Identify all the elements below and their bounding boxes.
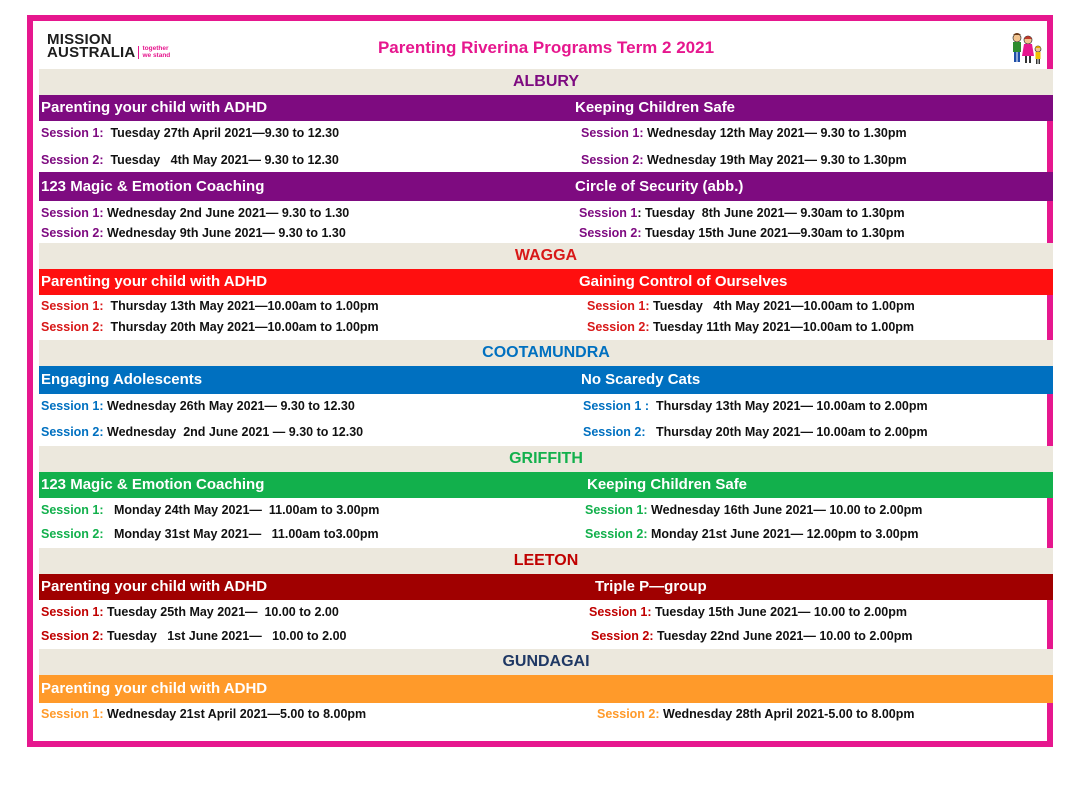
session-row (39, 201, 1053, 223)
page-frame (27, 15, 1053, 747)
session-row (39, 600, 1053, 624)
session-row (39, 223, 1053, 243)
region-griffith: GRIFFITH (39, 446, 1053, 472)
session-row (39, 316, 1053, 340)
session-label: Session 2: (591, 629, 654, 643)
region-wagga: WAGGA (39, 243, 1053, 269)
session-label: Session 1: (41, 605, 104, 619)
session-details: Monday 31st May 2021— 11.00am to3.00pm (103, 527, 379, 541)
session-details: : Tuesday 8th June 2021— 9.30am to 1.30pm (637, 206, 905, 220)
session-label: Session 1: (589, 605, 652, 619)
session-row (39, 522, 1053, 548)
region-gundagai: GUNDAGAI (39, 649, 1053, 675)
session-row (39, 420, 1053, 446)
session-label: Session 2: (585, 527, 648, 541)
session-details: Wednesday 9th June 2021— 9.30 to 1.30 (103, 226, 346, 240)
session-details: Tuesday 27th April 2021—9.30 to 12.30 (103, 126, 340, 140)
session-label: Session 2: (41, 527, 104, 541)
program-title: Parenting your child with ADHD (41, 273, 268, 290)
logo-line-2: AUSTRALIA (47, 44, 136, 61)
session-label: Session 2: (579, 226, 642, 240)
page-header (39, 27, 1053, 69)
program-bar-albury-2 (39, 172, 1053, 201)
program-title: Keeping Children Safe (587, 476, 748, 493)
program-bar-leeton (39, 574, 1053, 600)
logo-line-1: MISSION (47, 31, 112, 48)
session-label: Session 1 : (583, 399, 649, 413)
program-bar-cootamundra (39, 366, 1053, 394)
session-details: Wednesday 2nd June 2021— 9.30 to 1.30 (103, 206, 350, 220)
session-details: Tuesday 15th June 2021—9.30am to 1.30pm (641, 226, 905, 240)
session-label: Session 1: (41, 399, 104, 413)
session-details: Wednesday 26th May 2021— 9.30 to 12.30 (103, 399, 355, 413)
session-details: Thursday 20th May 2021— 10.00am to 2.00pm (645, 425, 928, 439)
program-bar-gundagai (39, 675, 1053, 703)
program-title: Engaging Adolescents (41, 371, 203, 388)
session-label: Session 2: (41, 425, 104, 439)
session-row (39, 703, 1053, 727)
session-details: Thursday 13th May 2021—10.00am to 1.00pm (103, 299, 379, 313)
logo-tagline: together we stand (138, 46, 170, 59)
region-cootamundra: COOTAMUNDRA (39, 340, 1053, 366)
session-details: Wednesday 19th May 2021— 9.30 to 1.30pm (643, 153, 907, 167)
program-title: Triple P—group (595, 578, 707, 595)
program-title: Parenting your child with ADHD (41, 680, 268, 697)
session-label: Session 2: (587, 320, 650, 334)
session-details: Wednesday 28th April 2021-5.00 to 8.00pm (659, 707, 915, 721)
program-bar-albury-1 (39, 95, 1053, 121)
session-row (39, 394, 1053, 420)
session-details: Tuesday 25th May 2021— 10.00 to 2.00 (103, 605, 339, 619)
session-details: Tuesday 4th May 2021—10.00am to 1.00pm (649, 299, 915, 313)
session-details: Wednesday 16th June 2021— 10.00 to 2.00pm (647, 503, 923, 517)
session-row (39, 498, 1053, 522)
session-label: Session 1: (41, 126, 104, 140)
session-details: Wednesday 21st April 2021—5.00 to 8.00pm (103, 707, 367, 721)
program-title: Gaining Control of Ourselves (579, 273, 788, 290)
session-details: Tuesday 15th June 2021— 10.00 to 2.00pm (651, 605, 907, 619)
session-label: Session 2: (41, 629, 104, 643)
program-bar-wagga (39, 269, 1053, 295)
session-label: Session 1: (41, 707, 104, 721)
session-details: Monday 24th May 2021— 11.00am to 3.00pm (103, 503, 380, 517)
session-details: Wednesday 12th May 2021— 9.30 to 1.30pm (643, 126, 907, 140)
program-title: No Scaredy Cats (581, 371, 701, 388)
session-details: Thursday 20th May 2021—10.00am to 1.00pm (103, 320, 379, 334)
session-label: Session 2: (597, 707, 660, 721)
program-title: Parenting your child with ADHD (41, 578, 268, 595)
session-details: Monday 21st June 2021— 12.00pm to 3.00pm (647, 527, 919, 541)
session-details: Tuesday 22nd June 2021— 10.00 to 2.00pm (653, 629, 913, 643)
session-label: Session 1: (581, 126, 644, 140)
program-title: 123 Magic & Emotion Coaching (41, 476, 265, 493)
session-row (39, 295, 1053, 316)
page-content (39, 27, 1053, 727)
session-label: Session 1: (41, 206, 104, 220)
region-albury: ALBURY (39, 69, 1053, 95)
session-details: Tuesday 11th May 2021—10.00am to 1.00pm (649, 320, 915, 334)
session-label: Session 2: (41, 226, 104, 240)
session-label: Session 1: (41, 299, 104, 313)
program-title: Parenting your child with ADHD (41, 99, 268, 116)
program-title: 123 Magic & Emotion Coaching (41, 178, 265, 195)
program-bar-griffith (39, 472, 1053, 498)
session-details: Wednesday 2nd June 2021 — 9.30 to 12.30 (103, 425, 364, 439)
program-title: Keeping Children Safe (575, 99, 736, 116)
session-label: Session 1: (585, 503, 648, 517)
session-row (39, 147, 1053, 172)
session-label: Session 2: (41, 320, 104, 334)
session-label: Session 2: (41, 153, 104, 167)
region-leeton: LEETON (39, 548, 1053, 574)
program-title: Circle of Security (abb.) (575, 178, 744, 195)
session-label: Session 2: (583, 425, 646, 439)
session-details: Tuesday 1st June 2021— 10.00 to 2.00 (103, 629, 347, 643)
session-details: Thursday 13th May 2021— 10.00am to 2.00pm (649, 399, 928, 413)
session-row (39, 624, 1053, 649)
page-title: Parenting Riverina Programs Term 2 2021 (377, 38, 715, 57)
session-label: Session 1: (587, 299, 650, 313)
session-label: Session 1 (579, 206, 638, 220)
session-row (39, 121, 1053, 147)
children-illustration-icon (1009, 31, 1043, 67)
session-details: Tuesday 4th May 2021— 9.30 to 12.30 (103, 153, 339, 167)
session-label: Session 2: (581, 153, 644, 167)
session-label: Session 1: (41, 503, 104, 517)
